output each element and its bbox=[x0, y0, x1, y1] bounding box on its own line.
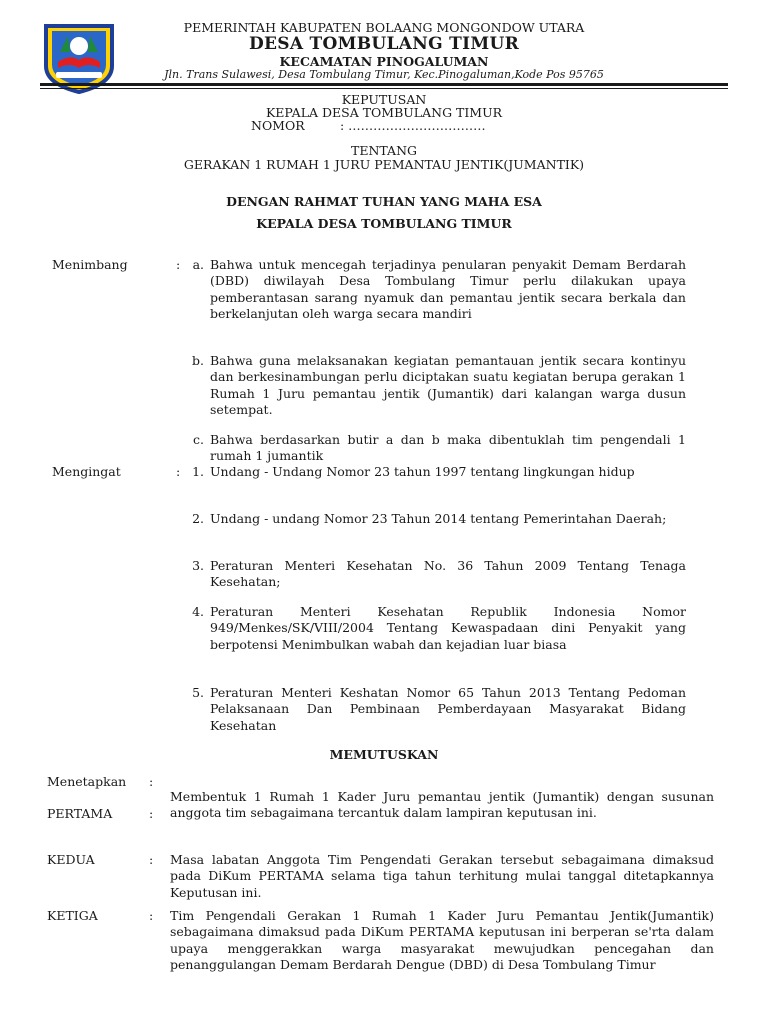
number-value: : …………………………… bbox=[340, 118, 486, 133]
pertama-label: PERTAMA bbox=[47, 806, 113, 821]
ketiga-text: Tim Pengendali Gerakan 1 Rumah 1 Kader Juru Pemantau Jentik(Jumantik) sebagaimana dimaksud pada DiKum PERTAMA keputusan ini berperan se'rta dalam upaya menggerakkan warga masyarakat mewujudkan pencegahan dan penanggulangan Demam Berdarah Dengue (DBD) di Desa Tombulang Timur bbox=[170, 908, 714, 973]
mengingat-2-marker: 2. bbox=[192, 511, 204, 526]
mengingat-3-marker: 3. bbox=[192, 558, 204, 573]
kedua-colon: : bbox=[149, 852, 154, 867]
mengingat-3-text: Peraturan Menteri Kesehatan No. 36 Tahun 2009 Tentang Tenaga Kesehatan; bbox=[210, 558, 686, 590]
mengingat-1-marker: 1. bbox=[192, 464, 204, 479]
pertama-colon: : bbox=[149, 806, 154, 821]
kedua-text: Masa labatan Anggota Tim Pengendati Gerakan tersebut sebagaimana dimaksud pada DiKum PERTAMA selama tiga tahun terhitung mulai tanggal ditetapkannya Keputusan ini. bbox=[170, 852, 714, 900]
menimbang-label: Menimbang bbox=[52, 257, 128, 272]
menimbang-a-text: Bahwa untuk mencegah terjadinya penularan penyakit Demam Berdarah (DBD) diwilayah Desa Tombulang Timur perlu dilakukan upaya pemberantasan sarang nyamuk dan pemantau jentik secara berkala dan berkelanjutan oleh warga secara mandiri bbox=[210, 257, 686, 322]
kedua-label: KEDUA bbox=[47, 852, 95, 867]
menimbang-b-text: Bahwa guna melaksanakan kegiatan pemantauan jentik secara kontinyu dan berkesinambungan perlu diciptakan suatu kegiatan berupa gerakan 1 Rumah 1 Juru pemantau jentik (Jumantik) dari kalangan warga dusun setempat. bbox=[210, 353, 686, 418]
about-label: TENTANG bbox=[350, 143, 417, 158]
pertama-text: Membentuk 1 Rumah 1 Kader Juru pemantau jentik (Jumantik) dengan susunan anggota tim sebagaimana tercantuk dalam lampiran keputusan ini. bbox=[170, 789, 714, 821]
office-address: Jln. Trans Sulawesi, Desa Tombulang Timur, Kec.Pinogaluman,Kode Pos 95765 bbox=[164, 68, 604, 81]
mengingat-1-text: Undang - Undang Nomor 23 tahun 1997 tentang lingkungan hidup bbox=[210, 464, 635, 479]
village-name: DESA TOMBULANG TIMUR bbox=[248, 34, 520, 54]
authority-line: KEPALA DESA TOMBULANG TIMUR bbox=[256, 216, 512, 231]
menimbang-c-text: Bahwa berdasarkan butir a dan b maka dibentuklah tim pengendali 1 rumah 1 jumantik bbox=[210, 432, 686, 464]
menimbang-c-marker: c. bbox=[193, 432, 204, 447]
doc-subject: GERAKAN 1 RUMAH 1 JURU PEMANTAU JENTIK(JUMANTIK) bbox=[183, 157, 585, 172]
mengingat-4-text: Peraturan Menteri Kesehatan Republik Indonesia Nomor 949/Menkes/SK/VIII/2004 Tentang Kewaspadaan dini Penyakit yang berpotensi Menimbulkan wabah dan kejadian luar biasa bbox=[210, 604, 686, 652]
letterhead-rule-thick bbox=[40, 83, 728, 86]
mengingat-2-text: Undang - undang Nomor 23 Tahun 2014 tentang Pemerintahan Daerah; bbox=[210, 511, 667, 526]
mengingat-5-marker: 5. bbox=[192, 685, 204, 700]
menimbang-colon: : bbox=[176, 257, 181, 272]
menimbang-a-marker: a. bbox=[192, 257, 204, 272]
menetapkan-label: Menetapkan bbox=[47, 774, 127, 789]
menimbang-b-marker: b. bbox=[192, 353, 204, 368]
doc-issuer: KEPALA DESA TOMBULANG TIMUR bbox=[265, 105, 503, 120]
blessing-line: DENGAN RAHMAT TUHAN YANG MAHA ESA bbox=[226, 194, 542, 209]
mengingat-colon: : bbox=[176, 464, 181, 479]
government-name: PEMERINTAH KABUPATEN BOLAANG MONGONDOW UTARA bbox=[183, 20, 585, 35]
menetapkan-colon: : bbox=[149, 774, 154, 789]
letterhead-rule-thin bbox=[40, 88, 728, 89]
decision-heading: MEMUTUSKAN bbox=[329, 747, 439, 762]
ketiga-colon: : bbox=[149, 908, 154, 923]
ketiga-label: KETIGA bbox=[47, 908, 98, 923]
district-name: KECAMATAN PINOGALUMAN bbox=[279, 54, 489, 69]
number-label: NOMOR bbox=[251, 118, 305, 133]
mengingat-4-marker: 4. bbox=[192, 604, 204, 619]
mengingat-5-text: Peraturan Menteri Keshatan Nomor 65 Tahun 2013 Tentang Pedoman Pelaksanaan Dan Pembinaan Pemberdayaan Masyarakat Bidang Kesehatan bbox=[210, 685, 686, 733]
doc-type: KEPUTUSAN bbox=[341, 92, 427, 107]
mengingat-label: Mengingat bbox=[52, 464, 121, 479]
